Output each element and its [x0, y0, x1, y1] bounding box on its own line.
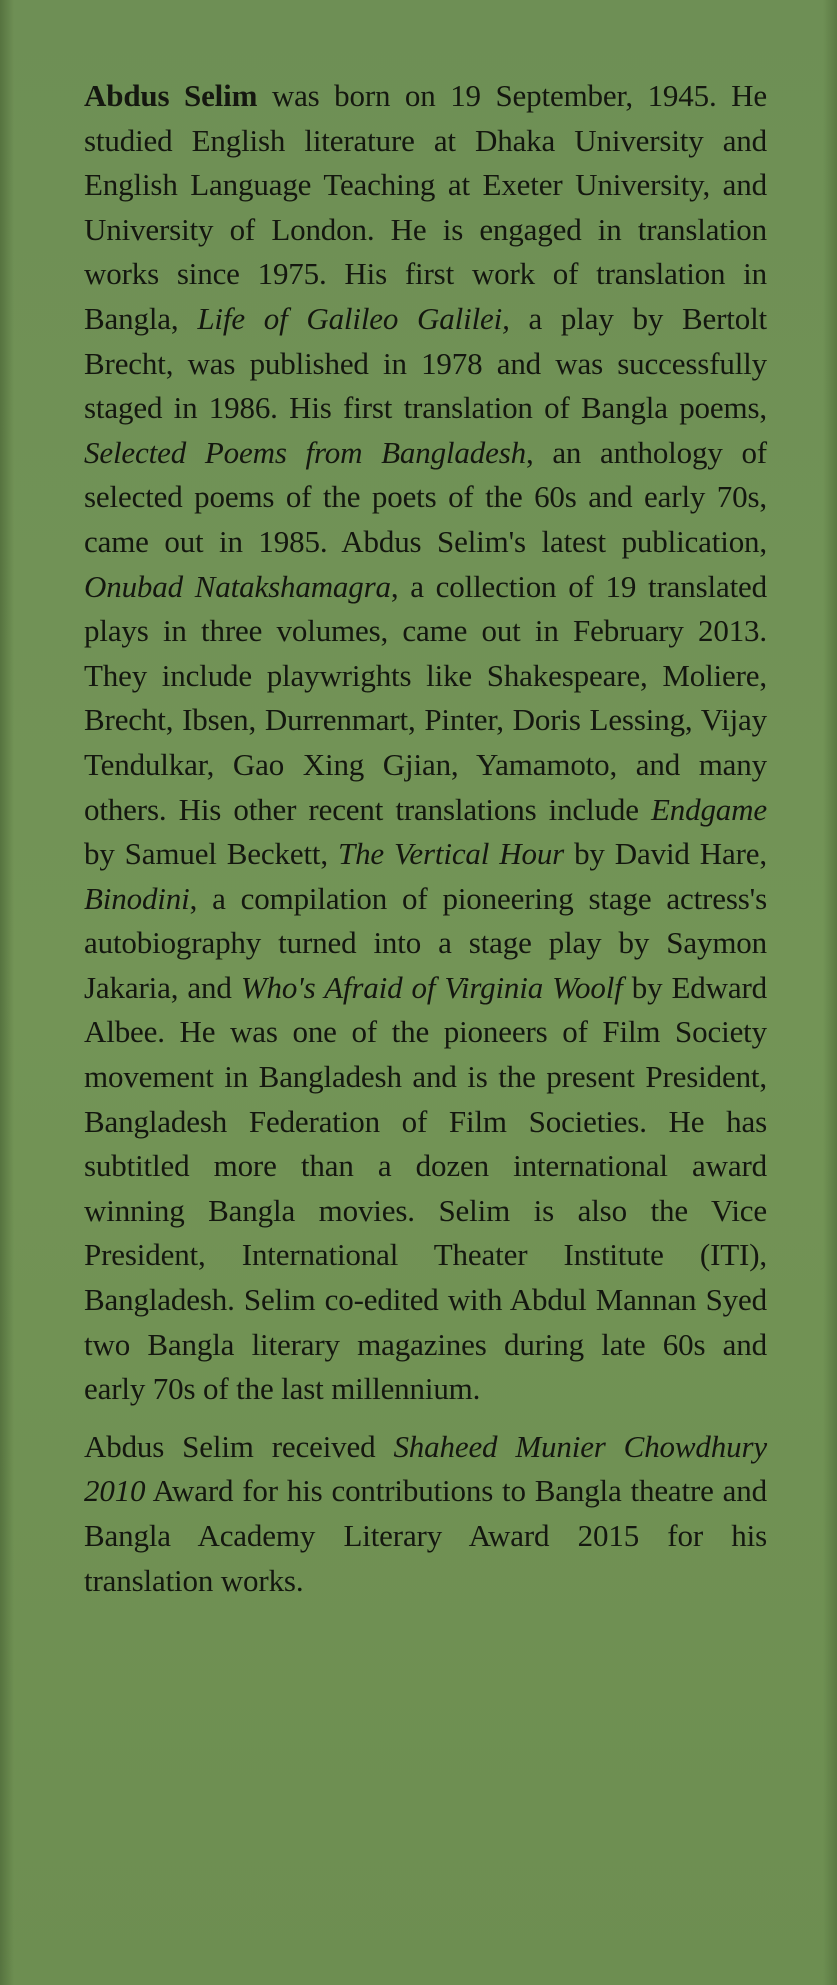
bio-text: by Edward Albee. He was one of the pioneers of Film Society movement in Bangladesh and is the present President, Bangladesh Federation of Film Societies. He has subtitled more than a dozen international award winning Bangla movies. Selim is also the Vice President, International Theater Institute (ITI), Bangladesh. Selim co-edited with Abdul Mannan Syed two Bangla literary magazines during late 60s and early 70s of the last millennium.: [84, 969, 768, 1407]
work-title-binodini: Binodini: [84, 880, 190, 916]
bio-text: , an anthology of selected poems of the poets of the 60s and early 70s, came out in 1985. Abdus Selim's latest publication,: [84, 434, 767, 559]
award-title: Shaheed Munier Chowdhury 2010: [84, 1428, 767, 1509]
biography-paragraph-2: [84, 1425, 767, 1603]
work-title-virginia-woolf: Who's Afraid of Virginia Woolf: [240, 969, 623, 1005]
bio-text: by David Hare,: [564, 836, 767, 872]
bio-text: by Samuel Beckett,: [84, 836, 338, 872]
work-title-life-of-galileo: Life of Galileo Galilei,: [197, 300, 510, 336]
bio-text: Abdus Selim received: [84, 1428, 394, 1464]
work-title-selected-poems: Selected Poems from Bangladesh: [84, 434, 526, 470]
bio-text: , a collection of 19 translated plays in three volumes, came out in February 2013. They include playwrights like Shakespeare, Moliere, Brecht, Ibsen, Durrenmart, Pinter, Doris Lessing, Vijay Tendulkar, Gao Xing Gjian, Yamamoto, and many others. His other recent translations include: [84, 568, 767, 827]
work-title-endgame: Endgame: [650, 791, 767, 827]
bio-text: , a compilation of pioneering stage actress's autobiography turned into a stage play by Saymon Jakaria, and: [84, 880, 767, 1005]
work-title-onubad-natakshamagra: Onubad Natakshamagra: [84, 568, 391, 604]
work-title-vertical-hour: The Vertical Hour: [337, 836, 565, 872]
bio-text: Award for his contributions to Bangla theatre and Bangla Academy Literary Award 2015 for his translation works.: [84, 1473, 767, 1598]
author-biography: [84, 74, 767, 1603]
biography-paragraph-1: [84, 74, 767, 1412]
author-name: Abdus Selim: [84, 78, 258, 113]
bio-text: a play by Bertolt Brecht, was published in 1978 and was successfully staged in 1986. His first translation of Bangla poems,: [84, 300, 768, 426]
bio-text: was born on 19 September, 1945. He studied English literature at Dhaka University and English Language Teaching at Exeter University, and University of London. He is engaged in translation works since 1975. His first work of translation in Bangla,: [84, 78, 767, 336]
